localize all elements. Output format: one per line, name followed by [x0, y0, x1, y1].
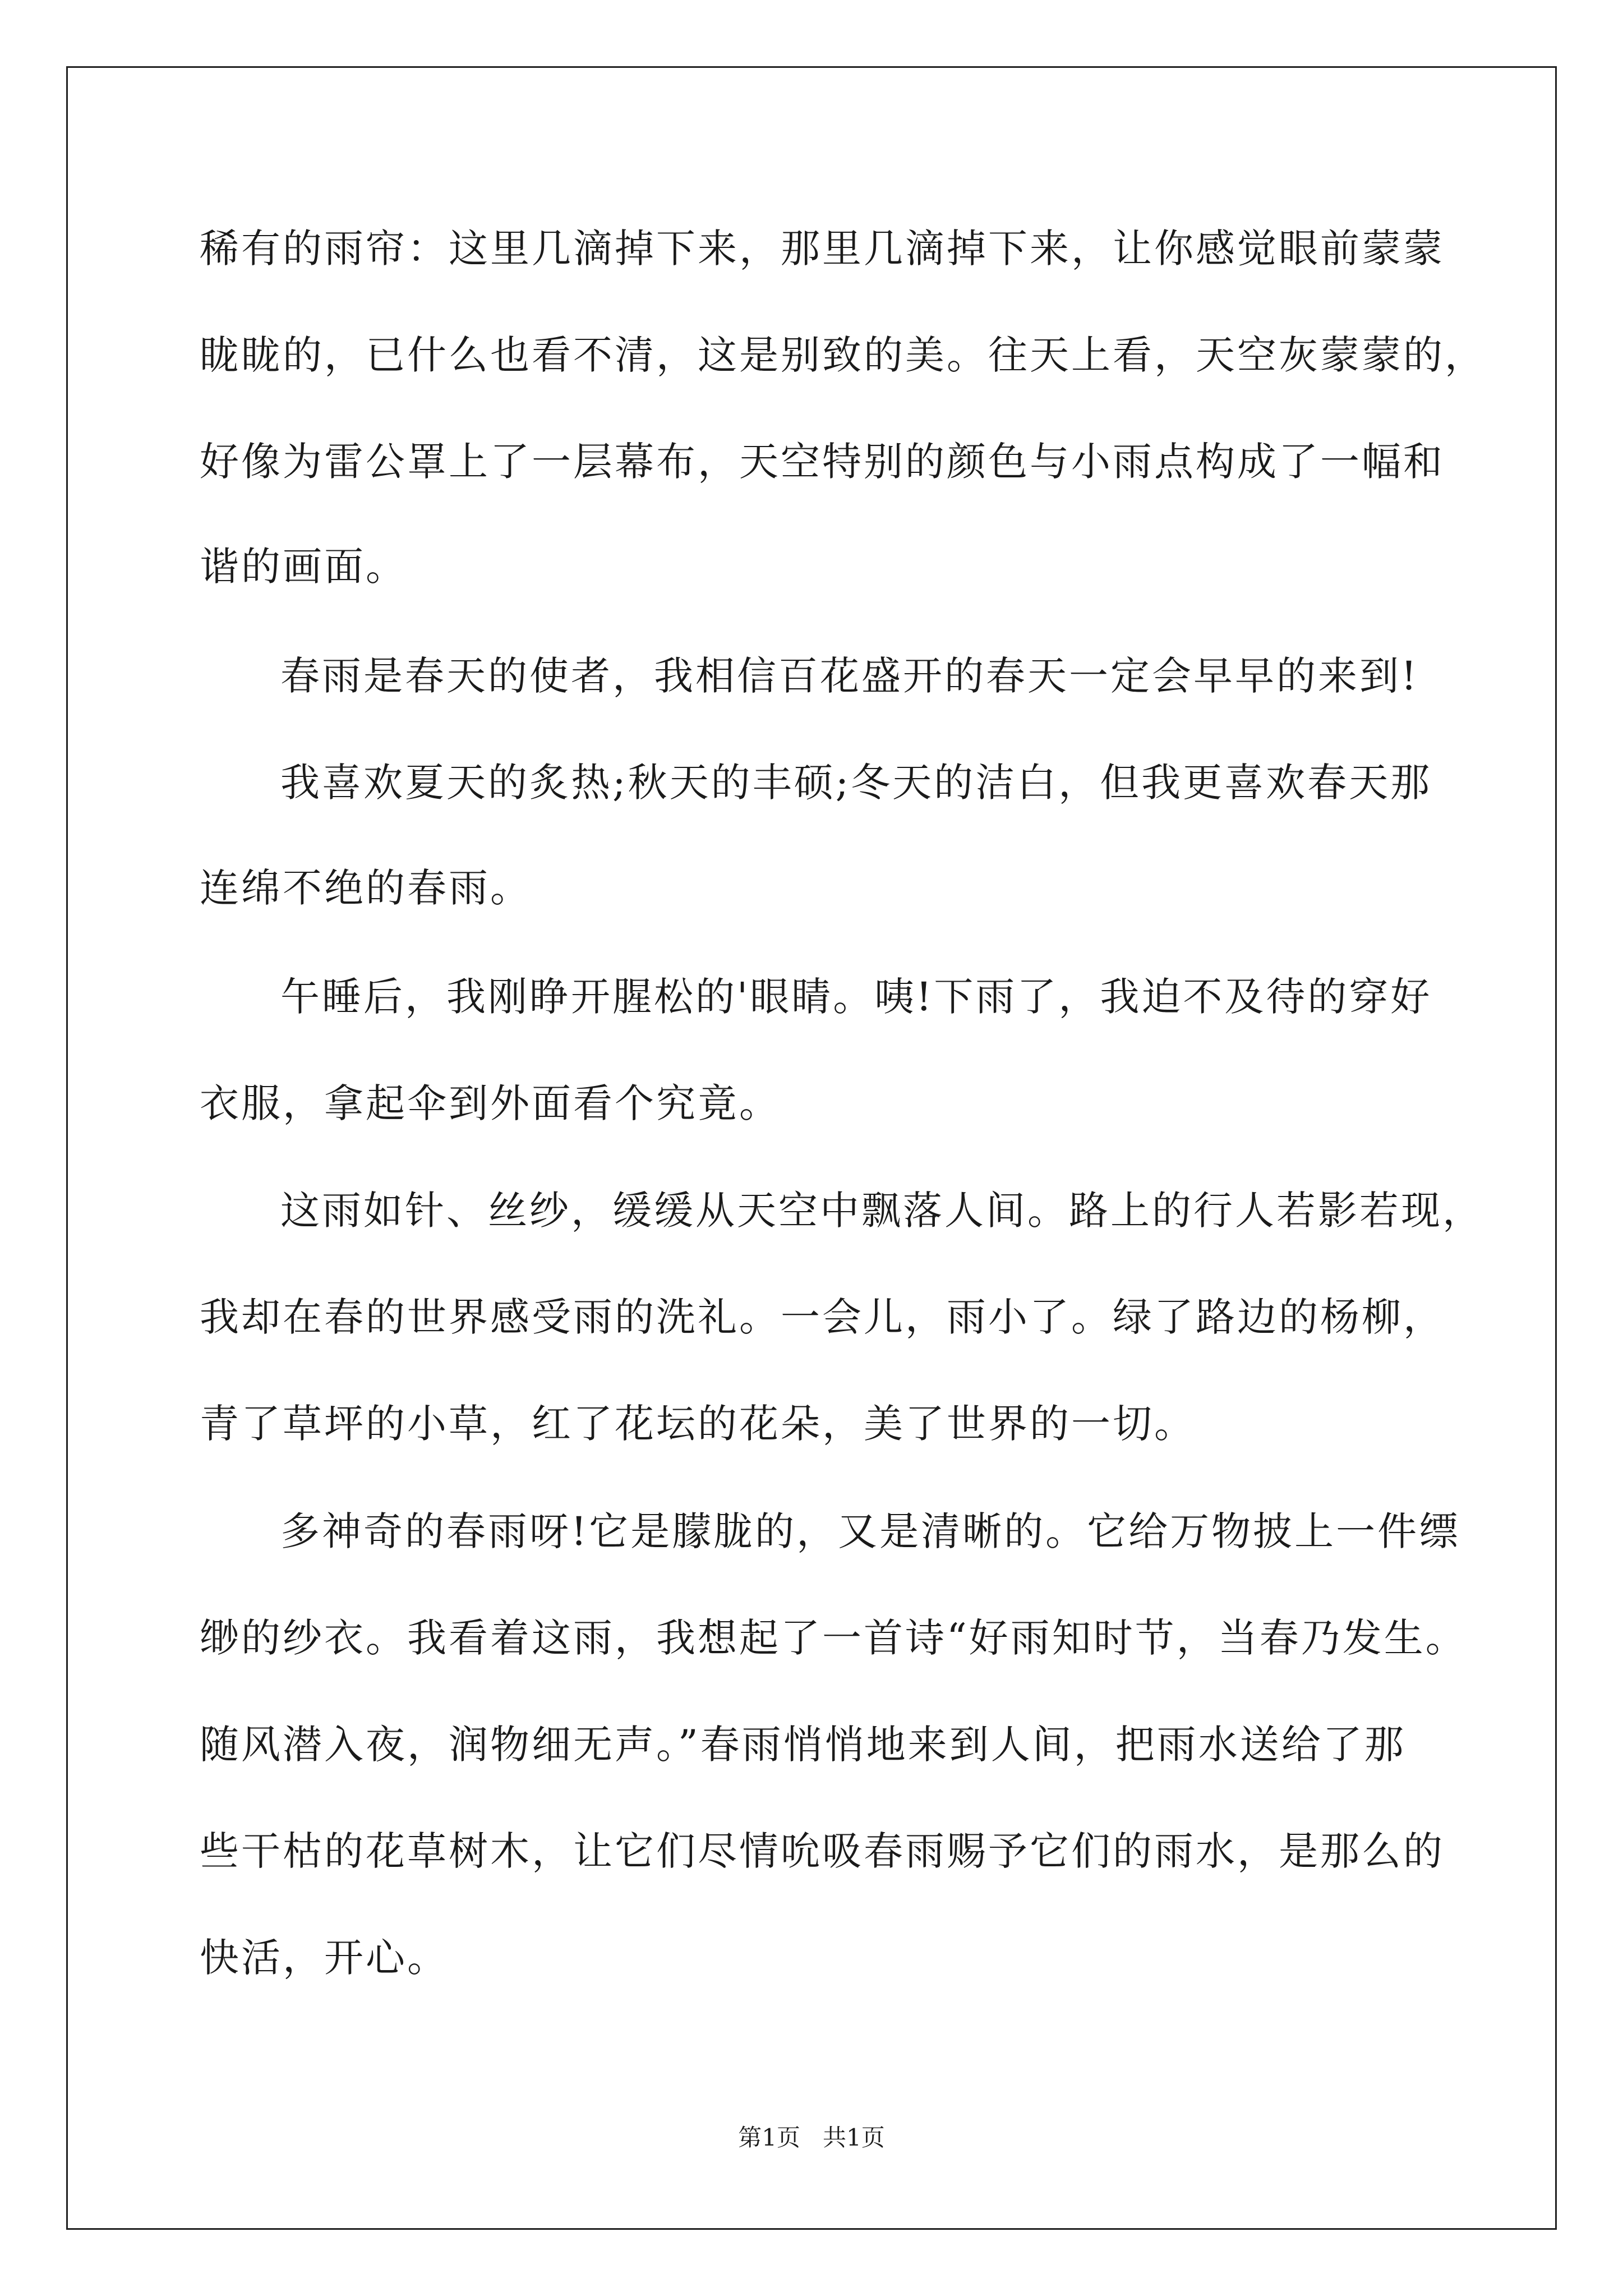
- text-line: 缈的纱衣。我看着这雨，我想起了一首诗“好雨知时节，当春乃发生。: [200, 1615, 1467, 1661]
- text-line: 快活，开心。: [200, 1935, 449, 1981]
- paragraph-start-line: 午睡后，我刚睁开腥松的'眼睛。咦!下雨了，我迫不及待的穿好: [280, 974, 1432, 1020]
- page-border: [66, 66, 1557, 2230]
- paragraph-start-line: 我喜欢夏天的炙热;秋天的丰硕;冬天的洁白，但我更喜欢春天那: [280, 760, 1432, 806]
- text-line: 连绵不绝的春雨。: [200, 865, 532, 911]
- text-line: 随风潜入夜，润物细无声。”春雨悄悄地来到人间，把雨水送给了那: [200, 1722, 1406, 1768]
- text-line: 好像为雷公罩上了一层幕布，天空特别的颜色与小雨点构成了一幅和: [200, 439, 1445, 485]
- paragraph-start-line: 春雨是春天的使者，我相信百花盛开的春天一定会早早的来到!: [280, 653, 1419, 699]
- text-line: 我却在春的世界感受雨的洗礼。一会儿，雨小了。绿了路边的杨柳，: [200, 1294, 1445, 1340]
- text-line: 些干枯的花草树木，让它们尽情吮吸春雨赐予它们的雨水，是那么的: [200, 1828, 1445, 1874]
- text-line: 稀有的雨帘：这里几滴掉下来，那里几滴掉下来，让你感觉眼前蒙蒙: [200, 226, 1445, 272]
- paragraph-start-line: 多神奇的春雨呀!它是朦胧的，又是清晰的。它给万物披上一件缥: [280, 1508, 1461, 1554]
- text-line: 眬眬的，已什么也看不清，这是别致的美。往天上看，天空灰蒙蒙的，: [200, 332, 1486, 378]
- paragraph-start-line: 这雨如针、丝纱，缓缓从天空中飘落人间。路上的行人若影若现，: [280, 1188, 1484, 1234]
- text-line: 谐的画面。: [200, 544, 407, 590]
- page-footer: [0, 2126, 1623, 2150]
- text-line: 衣服，拿起伞到外面看个究竟。: [200, 1080, 781, 1126]
- text-line: 青了草坪的小草，红了花坛的花朵，美了世界的一切。: [200, 1401, 1196, 1447]
- page-number-label: 第1页 共1页: [738, 2124, 885, 2151]
